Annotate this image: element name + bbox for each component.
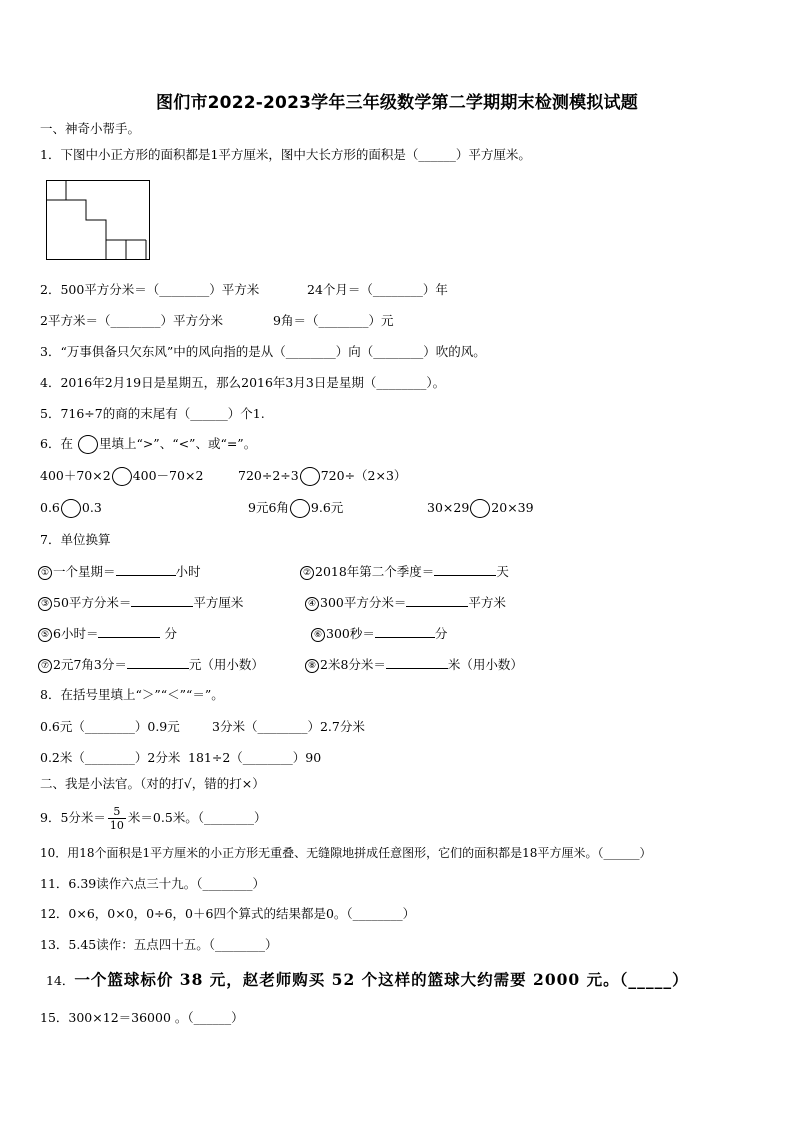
question-5: 5．716÷7的商的末尾有（______）个1.: [40, 406, 265, 421]
question-4: 4．2016年2月19日是星期五，那么2016年3月3日是星期（________）。: [40, 375, 446, 390]
compare-right: 9.6元: [310, 500, 344, 515]
item-number: ③: [38, 597, 52, 611]
answer-circle[interactable]: [300, 467, 320, 486]
item-unit: 米（用小数）: [447, 657, 523, 672]
item-text: 6小时＝: [53, 626, 99, 641]
question-9: [40, 805, 267, 832]
compare-item-4: [248, 499, 343, 518]
answer-circle[interactable]: [470, 499, 490, 518]
item-unit: 元（用小数）: [188, 657, 264, 672]
question-13: 13．5.45读作：五点四十五。（________）: [40, 937, 278, 952]
item-number: ①: [38, 566, 52, 580]
compare-left: 720÷2÷3: [238, 468, 299, 483]
question-8: 8．在括号里填上“＞”“＜”“＝”。: [40, 687, 224, 702]
answer-blank[interactable]: [98, 625, 160, 638]
conversion-item-3: [38, 594, 243, 611]
question-2c: 2平方米＝（________）平方分米: [40, 313, 223, 328]
question-7: 7．单位换算: [40, 532, 111, 547]
item-unit: 天: [496, 564, 509, 579]
conversion-item-4: [305, 594, 506, 611]
item-text: 2元7角3分＝: [53, 657, 127, 672]
item-number: ⑤: [38, 628, 52, 642]
compare-right: 20×39: [491, 500, 534, 515]
question-8b: 3分米（________）2.7分米: [212, 719, 365, 734]
answer-circle[interactable]: [112, 467, 132, 486]
compare-left: 0.6: [40, 500, 60, 515]
section-heading-1: 一、神奇小帮手。: [40, 121, 141, 136]
question-6-suffix: 里填上“>”、“<”、或“=”。: [98, 436, 257, 451]
item-number: ②: [300, 566, 314, 580]
question-15: 15．300×12＝36000 。（______）: [40, 1010, 244, 1025]
item-unit: 分: [164, 626, 177, 641]
rectangle-figure: [46, 180, 150, 260]
item-unit: 分: [434, 626, 448, 641]
answer-blank[interactable]: [127, 656, 189, 669]
answer-blank[interactable]: [406, 594, 468, 607]
question-14-text: 一个篮球标价 38 元，赵老师购买 52 个这样的篮球大约需要 2000 元。（_____）: [74, 970, 689, 989]
conversion-item-1: [38, 563, 201, 580]
question-10: 10．用18个面积是1平方厘米的小正方形无重叠、无缝隙地拼成任意图形，它们的面积都是18平方厘米。（______）: [40, 846, 652, 860]
section-heading-2: 二、我是小法官。（对的打√，错的打×）: [40, 776, 265, 791]
question-2d: 9角＝（________）元: [273, 313, 394, 328]
question-6-prefix: 6．在: [40, 436, 73, 451]
item-number: ⑧: [305, 659, 319, 673]
answer-blank[interactable]: [116, 563, 176, 576]
question-2b: 24个月＝（________）年: [307, 282, 448, 297]
fraction-numerator: 5: [108, 805, 126, 819]
item-text: 50平方分米＝: [53, 595, 132, 610]
compare-item-3: [40, 499, 102, 518]
answer-blank[interactable]: [131, 594, 193, 607]
question-8c: 0.2米（________）2分米: [40, 750, 181, 765]
question-14: [46, 972, 689, 989]
item-text: 300平方分米＝: [320, 595, 407, 610]
question-8a: 0.6元（________）0.9元: [40, 719, 180, 734]
conversion-item-6: [311, 625, 447, 642]
question-6: [40, 435, 256, 454]
question-8d: 181÷2（________）90: [188, 750, 322, 765]
fraction: [108, 805, 126, 832]
answer-blank[interactable]: [434, 563, 496, 576]
conversion-item-7: [38, 656, 264, 673]
item-number: ⑥: [311, 628, 325, 642]
question-9-suffix: 米＝0.5米。（________）: [127, 810, 267, 825]
compare-right: 0.3: [81, 500, 102, 515]
question-14-number: 14．: [46, 973, 75, 988]
fraction-denominator: 10: [109, 819, 124, 832]
compare-right: 400－70×2: [132, 468, 204, 483]
compare-right: 720÷（2×3）: [320, 468, 407, 483]
item-number: ④: [305, 597, 319, 611]
question-2a: 2．500平方分米＝（________）平方米: [40, 282, 260, 297]
question-3: 3．“万事俱备只欠东风”中的风向指的是从（________）向（________）吹的风。: [40, 344, 486, 359]
compare-left: 9元6角: [248, 500, 289, 515]
item-number: ⑦: [38, 659, 52, 673]
item-text: 一个星期＝: [53, 564, 116, 579]
question-12: 12．0×6，0×0，0÷6，0＋6四个算式的结果都是0。（________）: [40, 906, 416, 921]
answer-circle[interactable]: [78, 435, 98, 454]
item-unit: 平方厘米: [193, 595, 244, 610]
item-text: 2018年第二个季度＝: [315, 564, 435, 579]
compare-item-1: [40, 467, 203, 486]
compare-item-5: [427, 499, 534, 518]
compare-left: 30×29: [427, 500, 470, 515]
item-text: 2米8分米＝: [320, 657, 386, 672]
conversion-item-8: [305, 656, 523, 673]
item-unit: 平方米: [468, 595, 506, 610]
answer-circle[interactable]: [290, 499, 310, 518]
compare-item-2: [238, 467, 406, 486]
conversion-item-5: [38, 625, 177, 642]
question-1: 1．下图中小正方形的面积都是1平方厘米，图中大长方形的面积是（______）平方厘米。: [40, 147, 531, 162]
answer-circle[interactable]: [61, 499, 81, 518]
item-text: 300秒＝: [326, 626, 375, 641]
page-title: 图们市2022-2023学年三年级数学第二学期期末检测模拟试题: [156, 93, 638, 113]
answer-blank[interactable]: [375, 625, 435, 638]
answer-blank[interactable]: [386, 656, 448, 669]
question-11: 11．6.39读作六点三十九。（________）: [40, 876, 265, 891]
item-unit: 小时: [175, 564, 201, 579]
question-9-prefix: 9．5分米＝: [40, 810, 106, 825]
conversion-item-2: [300, 563, 509, 580]
compare-left: 400＋70×2: [40, 468, 111, 483]
